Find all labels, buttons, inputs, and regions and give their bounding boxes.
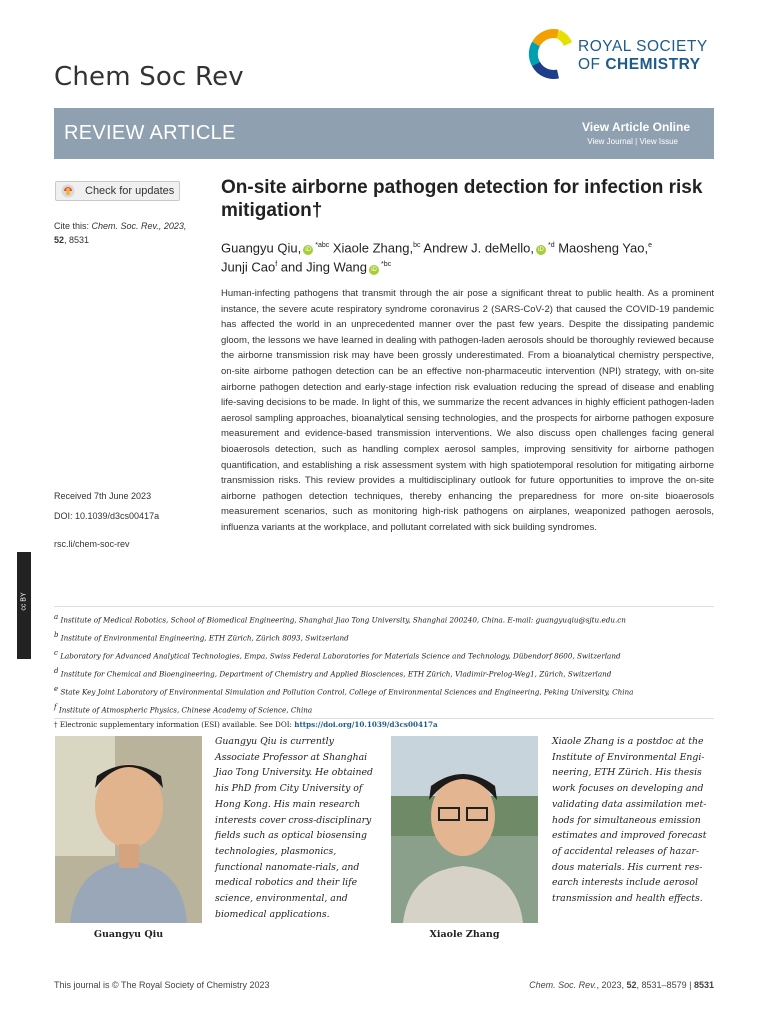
bio-text-zhang: Xiaole Zhang is a postdoc at the Institute of Environmental Engi-neering, ETH Zürich. His thesis work focuses on developing and validating data assimilation met-hods for simultaneous emission estimates and improved forecast of accidental releases of hazar-dous materials. His current res-earch interests include aerosol transmission and health effects. (552, 736, 707, 905)
article-type-banner (54, 108, 714, 159)
journal-name: Chem Soc Rev (54, 62, 244, 92)
bio-text-qiu: Guangyu Qiu is currently Associate Professor at Shanghai Jiao Tong University. He obtained his PhD from City University of Hong Kong. His main research interests cover cross-disciplinary fields such as optical biosensing technologies, plasmonics, functional nanomate-rials, and medical robotics and their life science, environmental, and biomedical applications. (215, 736, 373, 920)
affiliation: $^d$ Institute for Chemical and Bioengineering, Department of Chemistry and Applied Biosciences, ETH Zürich, Vladimir-Prelog-Weg1, Zürich, Switzerland (54, 666, 612, 679)
footer-copyright: This journal is © The Royal Society of Chemistry 2023 (54, 980, 270, 990)
orcid-icon[interactable]: iD (536, 245, 546, 255)
cc-license-badge[interactable]: cc BY (17, 552, 31, 659)
article-title: On-site airborne pathogen detection for infection risk mitigation† (221, 177, 703, 221)
affiliation: $^b$ Institute of Environmental Engineering, ETH Zürich, Zürich 8093, Switzerland (54, 630, 349, 643)
doi[interactable]: DOI: 10.1039/d3cs00417a (54, 511, 160, 521)
author: Xiaole Zhang, (332, 240, 414, 256)
divider (54, 718, 714, 719)
photo-caption-qiu: Guangyu Qiu (93, 929, 164, 940)
author: Andrew J. deMello, (423, 240, 534, 256)
journal-url[interactable]: rsc.li/chem-soc-rev (54, 539, 130, 549)
footer-citation: Chem. Soc. Rev., 2023, 52, 8531–8579 | 8531 (529, 980, 714, 990)
view-journal-link[interactable]: View Journal (587, 137, 633, 146)
citation: Cite this: Chem. Soc. Rev., 2023, 52, 8531 (54, 221, 187, 245)
divider (54, 606, 714, 607)
view-issue-link[interactable]: View Issue (639, 137, 678, 146)
affiliation: $^e$ State Key Joint Laboratory of Environmental Simulation and Pollution Control, College of Environmental Sciences and Engineering, Peking University, China (54, 684, 634, 697)
page-number: 8531 (693, 980, 714, 990)
abstract: Human-infecting pathogens that transmit through the air pose a significant threat to public health. As a prominent instance, the severe acute respiratory syndrome coronavirus 2 (SARS-CoV-2) that caused the COVID-19 pandemic has affected the world in an unprecedented manner over the past few years. Despite the dissipating pandemic gloom, the lessons we have learned in dealing with pathogen-laden aerosols should be thoroughly reviewed because the airborne transmission risk may have been grossly underestimated. From a bioanalytical chemistry perspective, on-site airborne pathogen detection can be an effective non-pharmaceutic intervention (NPI) strategy, with on-site airborne pathogen detection and early-stage infection risk evaluation reducing the spread of disease and enabling life-saving decisions to be made. In light of this, we summarize the recent advances in highly efficient pathogen-laden aerosol sampling approaches, bioanalytical sensing technologies, and the prospects for airborne pathogen exposure measurement and evidence-based transmission interventions. We also discuss open challenges facing general bioaerosols detection, such as handling complex aerosol samples, improving sensitivity for airborne pathogen quantification, and establishing a risk assessment system with high spatiotemporal resolution for mitigating airborne transmission risks. This review provides a multidisciplinary outlook for future opportunities to improve the on-site airborne pathogen detection techniques, thereby enhancing the preparedness for more on-site bioaerosols measurement scenarios, such as monitoring high-risk pathogens on airplanes, weaponized pathogen aerosols, influenza variants at the workplace, and pollutant correlated with sick building syndromes. (221, 288, 714, 533)
author-list: Guangyu Qiu, $iD^{*abc}$ Xiaole Zhang,$^{bc}$ Andrew J. deMello, $iD^{*d}$ Maosheng Yao,$^e$ Junji Cao$^f$ and Jing Wang $iD^{*bc}$ (221, 240, 652, 275)
affiliation: $^c$ Laboratory for Advanced Analytical Technologies, Empa, Swiss Federal Laboratories for Materials Science and Technology, Dübendorf 8600, Switzerland (54, 648, 621, 661)
article-type: REVIEW ARTICLE (64, 122, 236, 144)
photo-caption-zhang: Xiaole Zhang (429, 929, 500, 940)
view-article-online-link[interactable]: View Article Online (581, 120, 690, 134)
affiliation: $^f$ Institute of Atmospheric Physics, Chinese Academy of Science, China (54, 702, 313, 715)
check-for-updates-button[interactable] (55, 181, 180, 201)
affiliation: $^a$ Institute of Medical Robotics, School of Biomedical Engineering, Shanghai Jiao Tong University, Shanghai 200240, China. E-mail: guangyuqiu@sjtu.edu.cn (54, 613, 626, 625)
view-links: View Journal | View Issue (587, 137, 678, 146)
crossmark-icon (61, 184, 75, 198)
orcid-icon[interactable]: iD (369, 265, 379, 275)
author-photo-zhang (391, 736, 538, 923)
received-date: Received 7th June 2023 (54, 491, 152, 501)
esi-note: † Electronic supplementary information (ESI) available. See DOI: https://doi.org/10.1039/d3cs00417a (54, 719, 438, 729)
publisher-name-line2: OF CHEMISTRY (578, 56, 701, 73)
esi-link[interactable]: https://doi.org/10.1039/d3cs00417a (294, 719, 438, 729)
author: Junji Cao (221, 259, 276, 275)
orcid-icon[interactable]: iD (303, 245, 313, 255)
affiliations (54, 610, 714, 733)
publisher-name-line1: ROYAL SOCIETY (578, 38, 708, 55)
author: Guangyu Qiu, (221, 240, 302, 256)
author: Maosheng Yao, (558, 240, 649, 256)
publisher-logo[interactable] (528, 28, 718, 84)
rsc-logo-icon (528, 28, 572, 80)
author-photo-qiu (55, 736, 202, 923)
author: and Jing Wang (280, 259, 368, 275)
check-for-updates-label: Check for updates (85, 185, 175, 197)
